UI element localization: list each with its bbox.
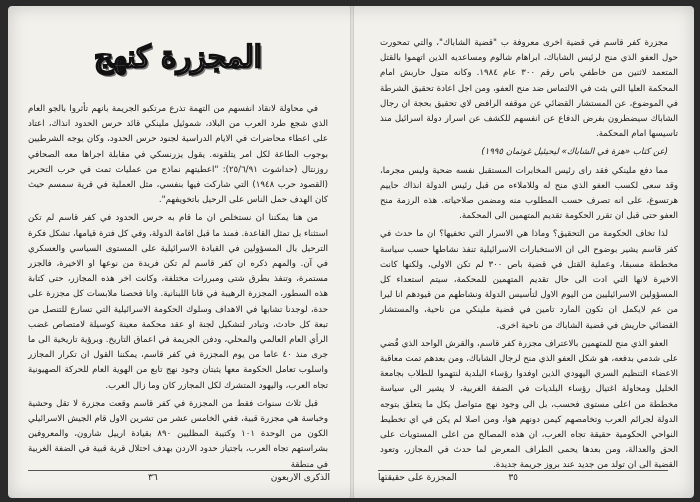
left-page-footer [28,470,330,489]
paragraph: مما دفع ملينكي فقد راى رئيس المخابرات المستقبل نفسه ضحية وليس مجرما، وقد سعى لكسب العفو الذي منح له وللاملاءه من قبل رئيس الدولة انذاك حاييم هرتسوغ، على انه تصرف حسب المطلوب منه ومضمن صلاحياته. هذه الرزمة منح العفو حتى قبل ان تقرر الحكومة تقديم المتهمين الى المحكمة. [380,165,678,222]
paragraph: من هنا يمكننا ان نستخلص ان ما قام به حرس الحدود في كفر قاسم لم تكن استثناء بل تمثل القاعدة. فمنذ ما قبل اقامة الدولة، وفي كل فترة قيامها، تشكل فكرة الترحيل بال المسؤولين في القيادة الاسرائيلية على المستوى السياسي والعسكري في آن. والمهم ذكره ان كفر قاسم لم تكن فريدة من نوعها او الاخيرة، فالجزر مستمرة، وتنفذ بطرق شتى ومبررات مختلفة، وكانت اخر هذه المجازر، حتى كتابة هذه السطور، المجزرة الرهيبة في قانا اللبنانية. وانا فحصنا ملابسات كل مجزرة على حدة، لوجدنا تشابها في الاهداف وسلوك الحكومة الاسرائيلية التي تسارع للتنصل من تبعة كل حادث، وتبادر لتشكيل لجنة او عقد محكمة معينة كوسيلة لامتصاص غضب الرأي العام العالمي والمحلي، ودفن الجريمة في اعماق التاريخ. وبرؤية تاريخية الى ما جرى منذ ٤٠ عاما من يوم المجزرة في كفر قاسم، يمكننا القول ان تكرار المجازر واسلوب تعامل الحكومة معها يثبتان وجود نهج تابع من الهوية العام للحركة الصهيونية تجاه العرب، واليهود المتشرك لكل المجازر كان وما زال العرب. [28,213,328,391]
right-page [354,6,694,498]
citation-note: (عن كتاب «هزة في الشاباك» ليحيئيل غوتمان ١٩٩٥) [481,147,668,158]
book-spread [8,6,694,498]
left-page-body [28,102,328,468]
paragraph: لذا تخاف الحكومة من التحقيق؟ وماذا هي الاسرار التي تخفيها؟ ان ما حدث في كفر قاسم يشير بوضوح الى ان الاستخبارات الاسرائيلية تنفذ نشاطها حسب سياسة مخططة مسبقا، وعملية القتل في قضية باص ٣٠٠ لم تكن الاولى، ولكنها كانت الاخيرة لانها التي ادت الى حال تقديم المتهمين للمحكمة، سيتم استعداء كل المسؤولين الاسرائيليين من اليوم الاول لتأسيس الدولة ونشاطهم من قيودهم انا ليرا من عم لايكمل ان تكون المارد تامين في قضية ملينكي من ناحية، والمستشار القضائي حاريش في قضية الشاباك من ناحية اخرى. [380,229,678,331]
paragraph: مجزرة كفر قاسم في قضية اخرى معروفة ب "قضية الشاباك"، والتي تمحورت حول العفو الذي منح لرئيس الشاباك، ابراهام شالوم ومساعديه الذين اتهموا بالقتل المتعمد لاثنين من خاطفي باص رقم ٣٠٠ عام ١٩٨٤. وكانه متول حاربش امام المحكمة العليا التي بثت في الالتماس ضد منح العفو، ومن اجل اعادة تحقيق الشرطة في الموضوع، عن المستشار القضائي عن موقفه الرافض لاي تحقيق بحجة ان رجال الشاباك سيضطرون بفرض الدفاع عن انفسهم للكشف عن اسرار دولة اسرائيل منذ تاسيسها امام المحكمة. [380,38,678,140]
running-footer-title: المجزرة على حقيقتها [378,473,457,483]
chapter-title: المجزرة كنهج [94,40,262,75]
paragraph: في محاولة لانقاذ انفسهم من التهمة تذرع مرتكبو الجريمة بانهم تأثروا بالجو العام الذي شجع طرد العرب من البلاد، شموئيل ملينكي قائد حرس الحدود انذاك، اعتاد على اعطاء محاضرات في الايام الدراسية لجنود حرس الحدود، وكان يوجه الشرطيين بوجوب الطاعة لكل امر يتلقونه. يقول يزرنسكي في مقابلة اجراها معه الصحافي روزنتال (حداشوت ٢٥/٦/٩١): "اعطيتهم نماذج من عمليات تمت في حرب التحرير (القصود حرب ١٩٤٨) التي شاركت فيها بنفسي، مثل العملية في قرية سمسم حيث كان الهدف حمل الناس على الرحيل باتخويفهم". [28,104,328,206]
left-page [8,6,350,498]
right-page-footer [378,470,668,489]
right-page-body [380,36,678,471]
page-number: ٣٥ [508,473,518,483]
paragraph: قبل ثلاث سنوات فقط من المجزرة في كفر قاسم وقعت مجزرة لا تقل وحشية وخباسة هي مجزرة قبية، ففي الخامس عشر من تشرين الاول قام الجيش الاسرائيلي الكون من الوحدة ١٠١ وكتيبة المظليين ٨٩٠ بقيادة ارييل شارون، والمعروفين بشراستهم تجاه العرب، باجتياز حدود الاردن بهدف احتلال قرية قبية في الضفة الغربية في منطقة [28,398,328,470]
page-number: ٣٦ [148,473,158,483]
paragraph: العفو الذي منح للمتهمين بالاعتراف مجزرة كفر قاسم، والقرش الواحد الذي قُضي على شدمي بدفعه، هو شكل العفو الذي منح لرجال الشاباك، ومن بعدهم تمت معاقبة الاعضاء التنظيم السري اليهودي الذين اوفدوا رؤساء البلدية لنتهموا للطلاب بجامعة الخليل ومحاولة اغتيال رؤساء البلديات في الضفة الغربية، لا يشير الى سياسة مخططة من اعلى مستوى فحسب، بل الى وجود نهج متواصل يكل ما يتعلق بتوجه الدولة لجرائم العرب وتخامصهم كيمن دونهم هوا، ومن اصلا لم يكن في اي تخطيط النواحي الحكومية حقيقة تجاه العرب، ان هذه المصالح من اعلى المستويات على الحق والعدالة، ومن بعدها يحمى الطراف المعرض لما حدث في المجازر، وتعود القضية الى ان تولد من جديد عند بروز جريمة جديدة. [380,338,678,471]
running-footer-title: الذكرى الاربعون [270,473,330,483]
